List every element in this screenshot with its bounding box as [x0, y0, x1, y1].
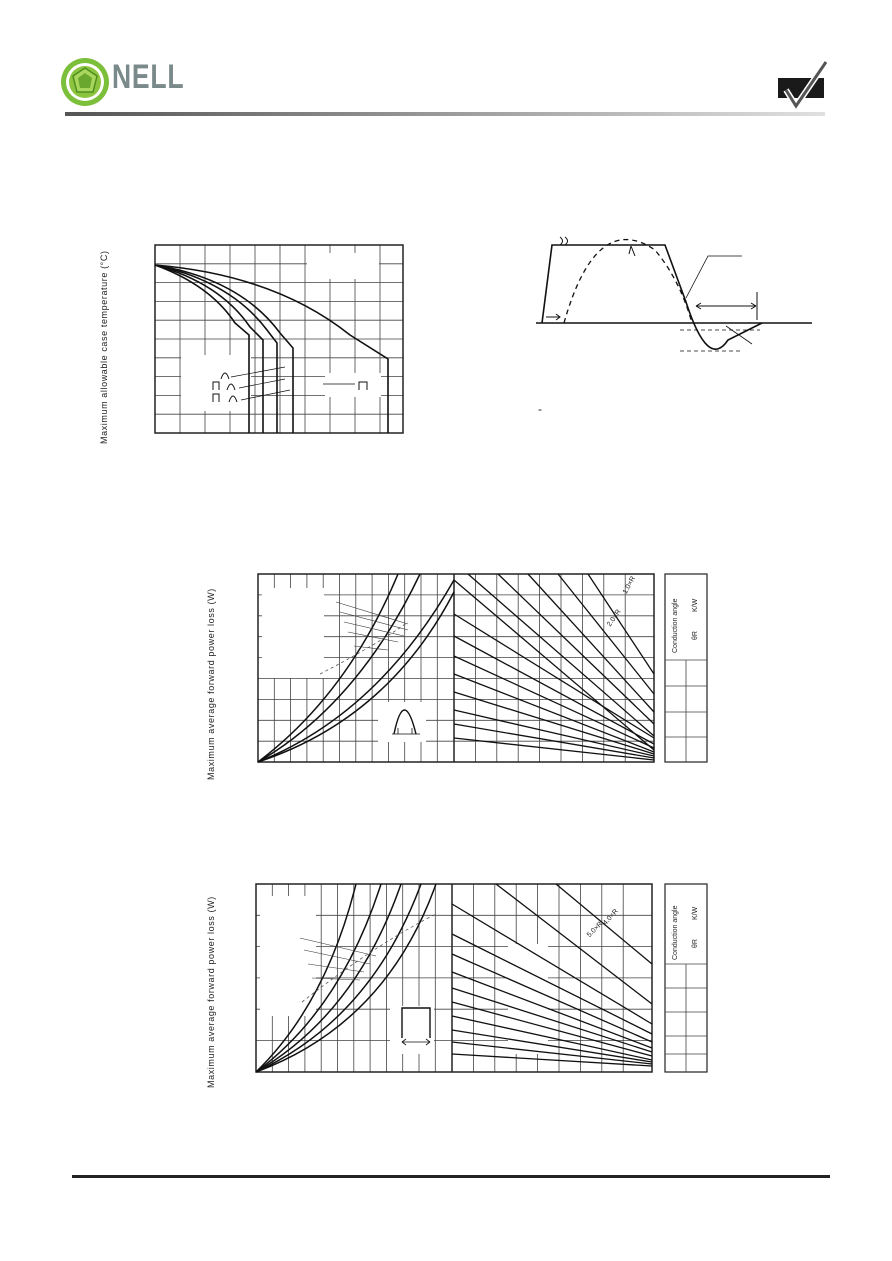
- figure-4-table-col1: θR: [692, 939, 699, 948]
- figure-3-table-header: Conduction angle: [672, 598, 679, 653]
- figure-3-chart: [258, 574, 658, 764]
- figure-1-legend-box: [181, 355, 251, 411]
- figure-3-table: [664, 574, 708, 764]
- figure-3-y-label: Maximum average forward power loss (W): [206, 588, 216, 780]
- figure-2-dash: -: [538, 402, 542, 416]
- header-rule: [0, 0, 892, 130]
- footer-rule: [72, 1175, 830, 1178]
- figure-4-y-label: Maximum average forward power loss (W): [206, 896, 216, 1088]
- figure-1-legend-box-top: [307, 253, 379, 279]
- brand-name: NELL: [112, 58, 185, 96]
- figure-2-current-trace: [542, 245, 762, 349]
- figure-3-table-col2: K/W: [692, 598, 699, 612]
- figure-1-legend-box-right: [325, 373, 381, 397]
- figure-4-table-col2: K/W: [692, 906, 699, 920]
- figure-3-waveform-inset: [378, 702, 426, 742]
- figure-4-table: [664, 884, 708, 1074]
- figure-2-waveform: [530, 230, 820, 400]
- figure-3-resistance-lines: [454, 574, 654, 760]
- figure-3-table-col1: θR: [692, 631, 699, 640]
- figure-2-dashed-trace: [564, 240, 692, 323]
- figure-4-label-4r: 4.0×R: [602, 907, 620, 927]
- figure-4-label-5r: 5.0×R: [586, 920, 605, 939]
- figure-4-resistance-lines: [452, 884, 652, 1066]
- figure-3-legend-box: [262, 588, 324, 678]
- figure-3-label-2r: 2.0×R: [606, 608, 623, 629]
- figure-1-y-label: Maximum allowable case temperature (°C): [99, 250, 109, 444]
- figure-4-legend-box-right: [508, 944, 548, 1054]
- figure-4-table-header: Conduction angle: [672, 905, 679, 960]
- figure-1-chart: [155, 245, 405, 435]
- figure-4-waveform-inset: [390, 1006, 434, 1054]
- figure-4-chart: [256, 884, 656, 1074]
- figure-3-label-1r: 1.0×R: [622, 575, 638, 596]
